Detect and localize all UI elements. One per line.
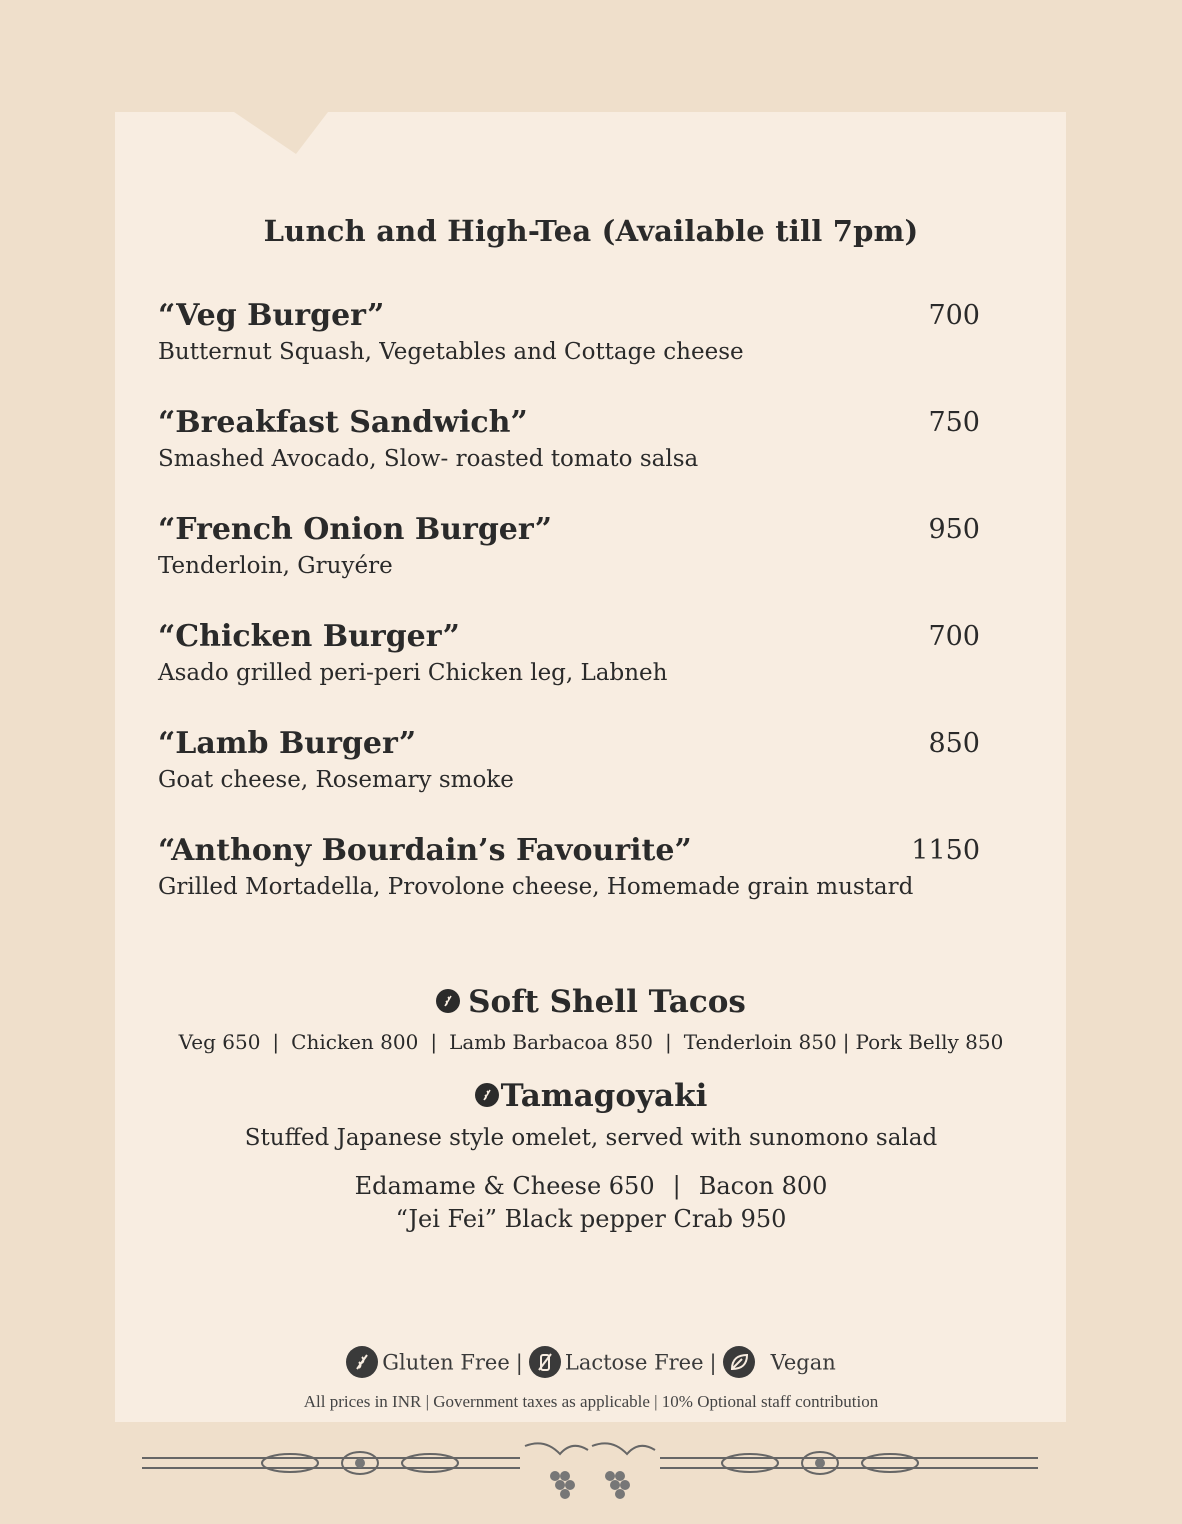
dietary-legend	[0, 1348, 1182, 1380]
lactose-free-icon	[529, 1346, 561, 1378]
item-description: Asado grilled peri-peri Chicken leg, Labneh	[158, 660, 668, 686]
gluten-free-icon	[475, 1083, 499, 1107]
separator: |	[272, 1030, 280, 1054]
taco-option: Tenderloin 850	[683, 1030, 837, 1054]
item-name: “Anthony Bourdain’s Favourite”	[158, 833, 692, 868]
menu-item	[158, 726, 980, 793]
tacos-options	[0, 1030, 1182, 1054]
separator: |	[709, 1350, 717, 1375]
item-description: Grilled Mortadella, Provolone cheese, Homemade grain mustard	[158, 874, 914, 900]
legend-vegan: Vegan	[770, 1350, 836, 1375]
item-name: “Breakfast Sandwich”	[158, 405, 528, 440]
item-price: 850	[928, 728, 980, 759]
menu-item	[158, 512, 980, 579]
tamagoyaki-heading	[0, 1078, 1182, 1114]
item-price: 750	[928, 407, 980, 438]
tamagoyaki-description: Stuffed Japanese style omelet, served with sunomono salad	[244, 1125, 938, 1151]
tamagoyaki-title: Tamagoyaki	[500, 1078, 708, 1114]
item-name: “French Onion Burger”	[158, 512, 553, 547]
item-description: Tenderloin, Gruyére	[158, 553, 393, 579]
gluten-free-icon	[436, 989, 460, 1013]
item-name: “Lamb Burger”	[158, 726, 417, 761]
tacos-heading	[0, 984, 1182, 1020]
vegan-leaf-icon	[723, 1346, 755, 1378]
menu-item	[158, 405, 980, 472]
legend-gluten-free: Gluten Free	[382, 1350, 510, 1375]
ornamental-divider	[140, 1436, 1040, 1504]
menu-item	[158, 619, 980, 686]
item-price: 700	[928, 300, 980, 331]
tamagoyaki-option: Bacon 800	[698, 1172, 828, 1200]
menu-title: Lunch and High-Tea (Available till 7pm)	[263, 214, 919, 248]
taco-option: Lamb Barbacoa 850	[449, 1030, 654, 1054]
item-description: Goat cheese, Rosemary smoke	[158, 767, 514, 793]
legend-lactose-free: Lactose Free	[564, 1350, 704, 1375]
item-name: “Chicken Burger”	[158, 619, 460, 654]
tacos-title: Soft Shell Tacos	[468, 984, 746, 1020]
price-note: All prices in INR | Government taxes as applicable | 10% Optional staff contribution	[303, 1392, 879, 1411]
gluten-free-icon	[346, 1346, 378, 1378]
tamagoyaki-options-line1	[0, 1172, 1182, 1200]
taco-option: Chicken 800	[291, 1030, 419, 1054]
tamagoyaki-option: “Jei Fei” Black pepper Crab 950	[395, 1205, 787, 1233]
separator: |	[672, 1172, 681, 1200]
item-description: Smashed Avocado, Slow- roasted tomato salsa	[158, 446, 699, 472]
item-name: “Veg Burger”	[158, 298, 385, 333]
taco-option: Pork Belly 850	[855, 1030, 1004, 1054]
item-description: Butternut Squash, Vegetables and Cottage cheese	[158, 339, 744, 365]
item-price: 1150	[911, 835, 980, 866]
item-price: 950	[928, 514, 980, 545]
item-price: 700	[928, 621, 980, 652]
separator: |	[665, 1030, 672, 1054]
menu-item	[158, 298, 980, 365]
separator: |	[430, 1030, 438, 1054]
taco-option: Veg 650	[178, 1030, 261, 1054]
notch-decoration	[234, 112, 328, 154]
menu-item	[158, 833, 980, 900]
separator: |	[842, 1030, 850, 1054]
tamagoyaki-option: Edamame & Cheese 650	[354, 1172, 655, 1200]
separator: |	[515, 1350, 523, 1375]
